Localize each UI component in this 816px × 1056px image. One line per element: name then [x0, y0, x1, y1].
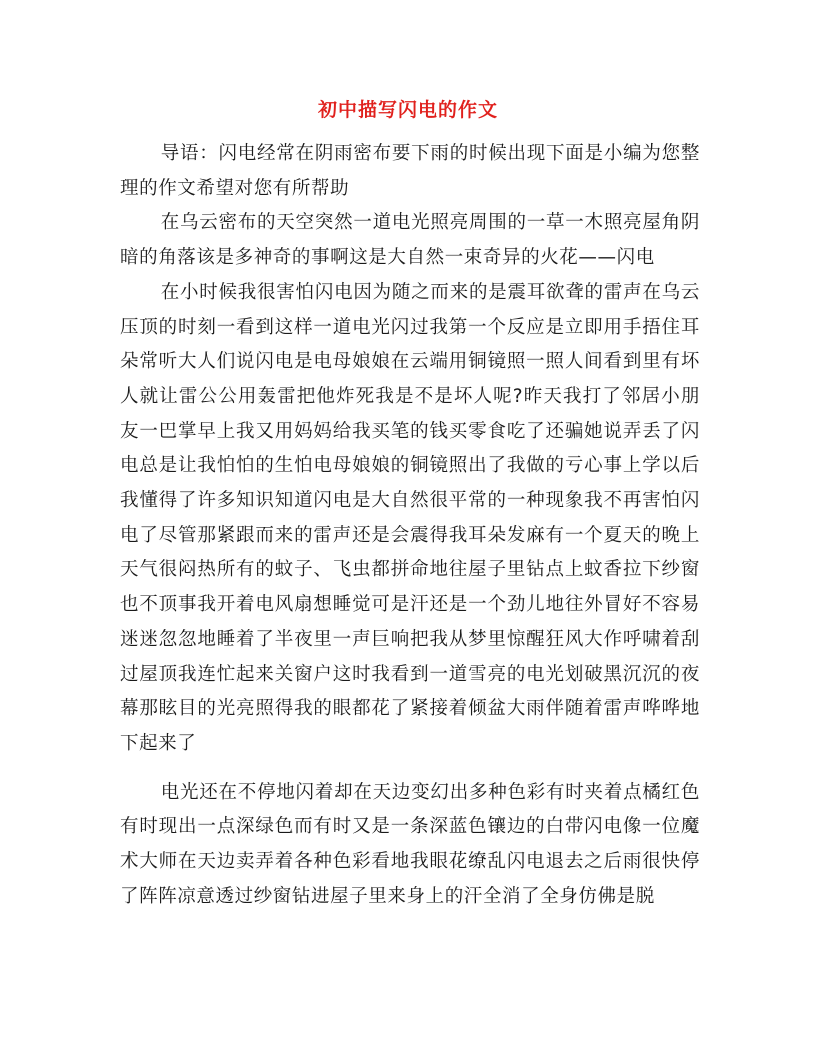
paragraph-1: 在乌云密布的天空突然一道电光照亮周围的一草一木照亮屋角阴暗的角落该是多神奇的事啊这是大自然一束奇异的火花——闪电	[120, 212, 700, 269]
paragraph-2: 在小时候我很害怕闪电因为随之而来的是震耳欲聋的雷声在乌云压顶的时刻一看到这样一道电光闪过我第一个反应是立即用手捂住耳朵常听大人们说闪电是电母娘娘在云端用铜镜照一照人间看到里有坏人就让雷公公用轰雷把他炸死我是不是坏人呢?昨天我打了邻居小朋友一巴掌早上我又用妈妈给我买笔的钱买零食吃了还骗她说弄丢了闪电总是让我怕怕的生怕电母娘娘的铜镜照出了我做的亏心事上学以后我懂得了许多知识知道闪电是大自然很平常的一种现象我不再害怕闪电了尽管那紧跟而来的雷声还是会震得我耳朵发麻有一个夏天的晚上天气很闷热所有的蚊子、飞虫都拼命地往屋子里钻点上蚊香拉下纱窗也不顶事我开着电风扇想睡觉可是汗还是一个劲儿地往外冒好不容易迷迷忽忽地睡着了半夜里一声巨响把我从梦里惊醒狂风大作呼啸着刮过屋顶我连忙起来关窗户这时我看到一道雪亮的电光划破黑沉沉的夜幕那眩目的光亮照得我的眼都花了紧接着倾盆大雨伴随着雷声哗哗地下起来了	[120, 281, 700, 754]
article-body	[120, 137, 700, 914]
paragraph-intro: 导语：闪电经常在阴雨密布要下雨的时候出现下面是小编为您整理的作文希望对您有所帮助	[120, 143, 700, 199]
page-title: 初中描写闪电的作文	[317, 99, 498, 121]
paragraph-3: 电光还在不停地闪着却在天边变幻出多种色彩有时夹着点橘红色有时现出一点深绿色而有时又是一条深蓝色镶边的白带闪电像一位魔术大师在天边卖弄着各种色彩看地我眼花缭乱闪电退去之后雨很快停了阵阵凉意透过纱窗钻进屋子里来身上的汗全消了全身仿佛是脱	[120, 781, 700, 907]
